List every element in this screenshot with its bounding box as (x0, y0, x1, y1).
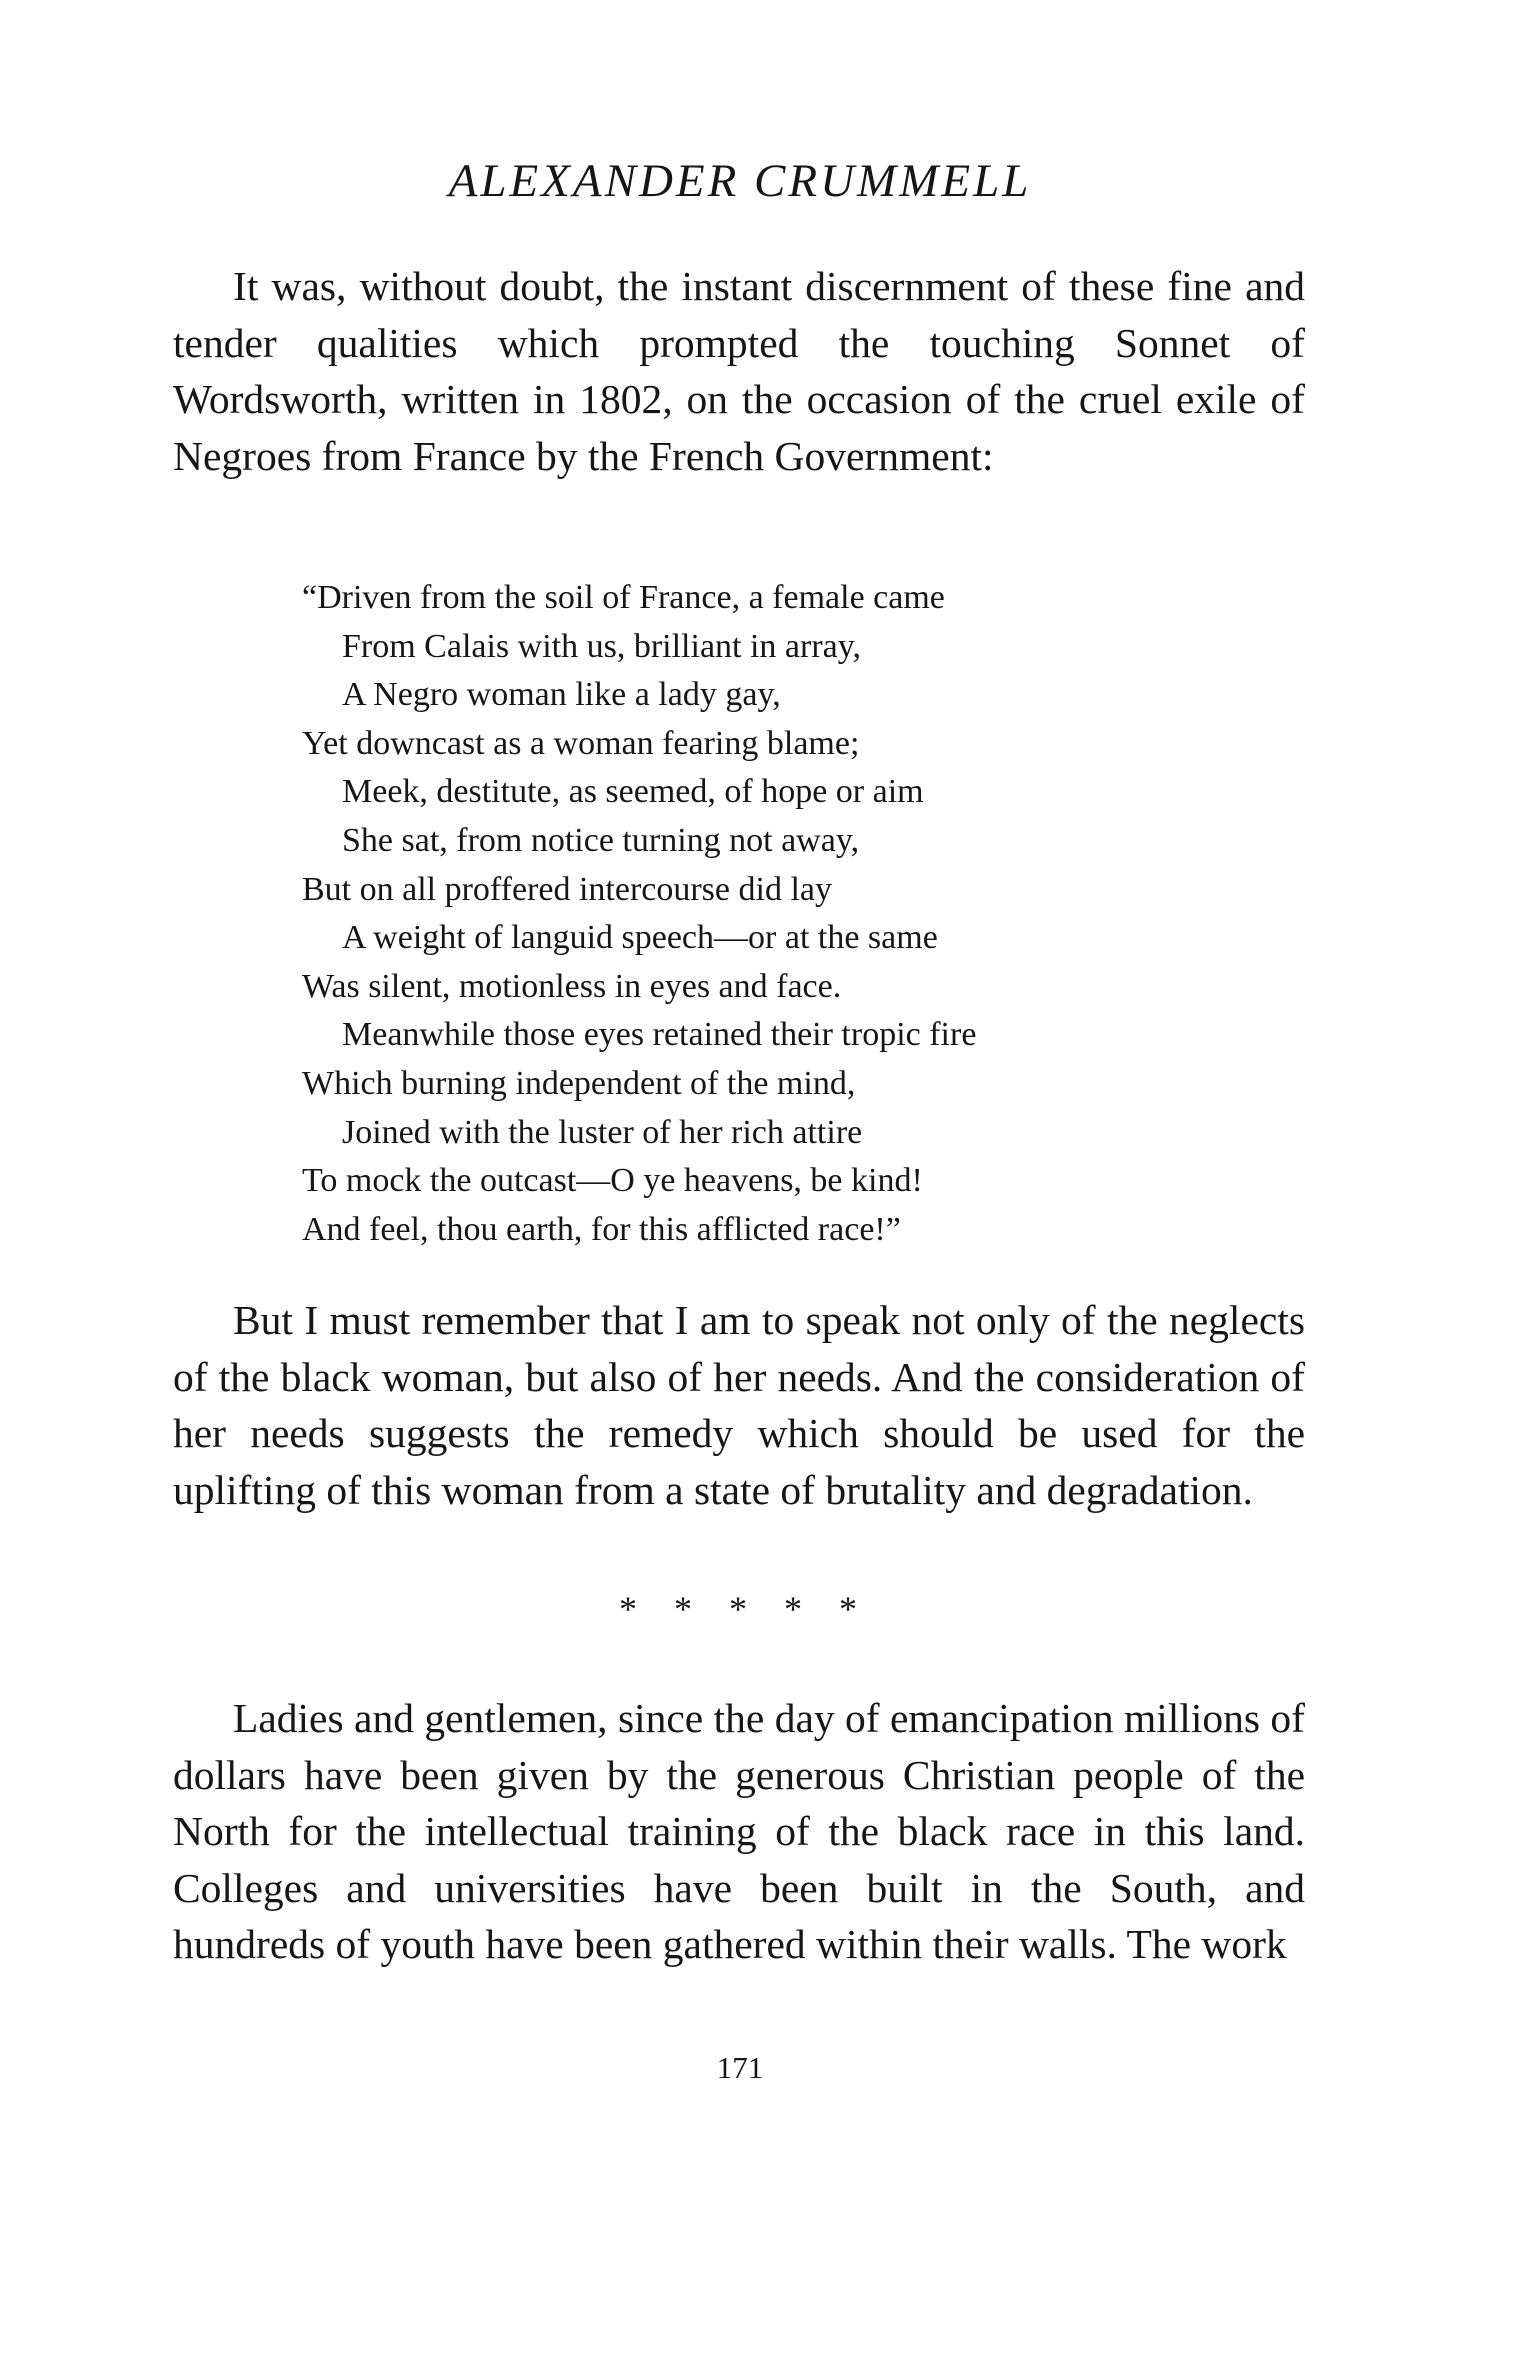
page-number: 171 (716, 2050, 764, 2085)
paragraph-sonnet-intro: It was, without doubt, the instant discernment of these fine and tender qualities which prompted the touching Sonnet of Wordsworth, written in 1802, on the occasion of the cruel exile of Negroes from France by the French Government: (173, 263, 1305, 479)
poem-line: Which burning independent of the mind, (302, 1064, 856, 1102)
poem-line: Was silent, motionless in eyes and face. (302, 967, 842, 1005)
poem-line: From Calais with us, brilliant in array, (342, 627, 862, 665)
poem-line: “Driven from the soil of France, a female came (302, 579, 945, 616)
poem-line: Joined with the luster of her rich attire (342, 1113, 863, 1151)
running-head: ALEXANDER CRUMMELL (448, 155, 1032, 207)
poem-line: Meek, destitute, as seemed, of hope or aim (342, 773, 924, 811)
poem-line: To mock the outcast—O ye heavens, be kind! (302, 1162, 923, 1200)
poem-line: She sat, from notice turning not away, (342, 821, 860, 859)
section-break: * * * * * (619, 1589, 861, 1629)
poem-line: But on all proffered intercourse did lay (302, 870, 832, 908)
poem-line: Meanwhile those eyes retained their tropic fire (342, 1016, 977, 1054)
poem-line: A weight of languid speech—or at the same (342, 919, 938, 957)
poem-line: Yet downcast as a woman fearing blame; (302, 724, 860, 762)
sonnet-quotation (302, 574, 1202, 1254)
paragraph-emancipation: Ladies and gentlemen, since the day of emancipation millions of dollars have been given by the generous Christian people of the North for the intellectual training of the black race in this land. Colleges and universities have been built in the South, and hundreds of youth have been gathered within their walls. The work (173, 1695, 1305, 1967)
paragraph-needs: But I must remember that I am to speak not only of the neglects of the black woman, but also of her needs. And the consideration of her needs suggests the remedy which should be used for the uplifting of this woman from a state of brutality and degradation. (173, 1297, 1305, 1513)
poem-line: A Negro woman like a lady gay, (342, 676, 781, 714)
poem-line: And feel, thou earth, for this afflicted race!” (302, 1210, 901, 1248)
